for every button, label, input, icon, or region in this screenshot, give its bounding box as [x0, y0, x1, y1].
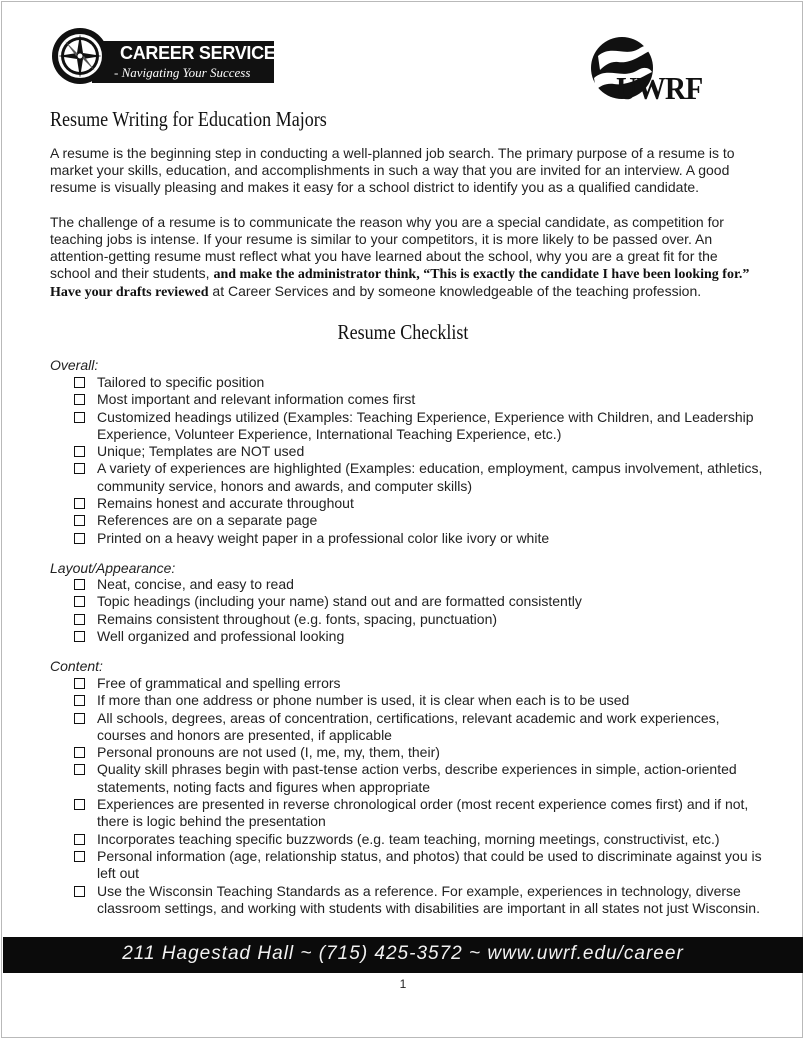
checklist-item: Remains consistent throughout (e.g. fonts, spacing, punctuation): [73, 611, 763, 628]
checkbox-icon[interactable]: [74, 678, 85, 689]
checklist-item: Incorporates teaching specific buzzwords (e.g. team teaching, morning meetings, constructivist, etc.): [73, 831, 763, 848]
checklist-item: Free of grammatical and spelling errors: [73, 675, 763, 692]
checklist-item: Topic headings (including your name) stand out and are formatted consistently: [73, 593, 763, 610]
career-services-logo: [48, 26, 288, 86]
checklist-overall: [73, 374, 763, 547]
checkbox-icon[interactable]: [74, 834, 85, 845]
checkbox-icon[interactable]: [74, 412, 85, 423]
checkbox-icon[interactable]: [74, 886, 85, 897]
checkbox-icon[interactable]: [74, 463, 85, 474]
checkbox-icon[interactable]: [74, 764, 85, 775]
page-number: 1: [399, 977, 407, 991]
checkbox-icon[interactable]: [74, 713, 85, 724]
section-label-content: Content:: [50, 658, 103, 674]
checklist-item: All schools, degrees, areas of concentration, certifications, relevant academic and work experiences, courses and honors are presented, if applicable: [73, 710, 763, 745]
intro-paragraph-2-emphasis: and make the administrator think, “This is exactly the candidate I have been looking for.” Have your drafts reviewed: [50, 267, 750, 300]
checklist-content: [73, 675, 763, 917]
intro-paragraph-2-part-1: The challenge of a resume is to communicate the reason why you are a special candidate, as competition for teaching jobs is intense. If your resume is similar to your competitors, it is more likely to be passed over. An attention-getting resume must reflect what you have learned about the school, why you are a great fit for the school and their students,: [50, 214, 724, 281]
checkbox-icon[interactable]: [74, 631, 85, 642]
checklist-item: Customized headings utilized (Examples: Teaching Experience, Experience with Children, and Leadership Experience, Volunteer Experience, International Teaching Experience, etc.): [73, 409, 763, 444]
checkbox-icon[interactable]: [74, 446, 85, 457]
checklist-item: Unique; Templates are NOT used: [73, 443, 763, 460]
checklist-item: Remains honest and accurate throughout: [73, 495, 763, 512]
checkbox-icon[interactable]: [74, 579, 85, 590]
checklist-item: Neat, concise, and easy to read: [73, 576, 763, 593]
checkbox-icon[interactable]: [74, 799, 85, 810]
page-title: Resume Writing for Education Majors: [50, 107, 327, 131]
checklist-item: Most important and relevant information comes first: [73, 391, 763, 408]
checklist-item: Printed on a heavy weight paper in a professional color like ivory or white: [73, 530, 763, 547]
checklist-item: Well organized and professional looking: [73, 628, 763, 645]
checklist-layout: [73, 576, 763, 645]
uwrf-logo: [588, 34, 720, 104]
footer-contact: 211 Hagestad Hall ~ (715) 425-3572 ~ www.uwrf.edu/career: [122, 943, 684, 964]
career-logo-title: CAREER SERVICES: [120, 43, 288, 63]
checklist-item: If more than one address or phone number is used, it is clear when each is to be used: [73, 692, 763, 709]
checklist-item: Experiences are presented in reverse chronological order (most recent experience comes first) and if not, there is logic behind the presentation: [73, 796, 763, 831]
checkbox-icon[interactable]: [74, 498, 85, 509]
checklist-item: Personal pronouns are not used (I, me, my, them, their): [73, 744, 763, 761]
footer-band: [3, 937, 803, 973]
intro-paragraph-1: A resume is the beginning step in conducting a well-planned job search. The primary purpose of a resume is to market your skills, education, and accomplishments in such a way that you are invited for an interview. A good resume is visually pleasing and makes it easy for a school district to identify you as a qualified candidate.: [50, 145, 735, 195]
checklist-item: A variety of experiences are highlighted (Examples: education, employment, campus involvement, athletics, community service, honors and awards, and computer skills): [73, 460, 763, 495]
checkbox-icon[interactable]: [74, 614, 85, 625]
checkbox-icon[interactable]: [74, 394, 85, 405]
checkbox-icon[interactable]: [74, 515, 85, 526]
career-logo-tagline: - Navigating Your Success: [114, 65, 251, 80]
section-label-layout: Layout/Appearance:: [50, 560, 176, 576]
checklist-title: Resume Checklist: [337, 320, 469, 344]
checklist-item: Tailored to specific position: [73, 374, 763, 391]
checklist-item: Use the Wisconsin Teaching Standards as a reference. For example, experiences in technology, diverse classroom settings, and working with students with disabilities are important in all states not just Wisconsin.: [73, 883, 763, 918]
checkbox-icon[interactable]: [74, 377, 85, 388]
checklist-item: References are on a separate page: [73, 512, 763, 529]
intro-paragraph-2-part-3: at Career Services and by someone knowledgeable of the teaching profession.: [212, 283, 702, 299]
checkbox-icon[interactable]: [74, 851, 85, 862]
checklist-item: Quality skill phrases begin with past-tense action verbs, describe experiences in simple, action-oriented statements, noting facts and figures when appropriate: [73, 761, 763, 796]
uwrf-logo-text: UWRF: [616, 70, 703, 106]
checkbox-icon[interactable]: [74, 695, 85, 706]
checkbox-icon[interactable]: [74, 747, 85, 758]
checkbox-icon[interactable]: [74, 533, 85, 544]
section-label-overall: Overall:: [50, 357, 99, 373]
intro-paragraph-2: [50, 214, 762, 301]
checklist-item: Personal information (age, relationship status, and photos) that could be used to discriminate against you is left out: [73, 848, 763, 883]
checkbox-icon[interactable]: [74, 596, 85, 607]
compass-icon: [48, 26, 112, 86]
